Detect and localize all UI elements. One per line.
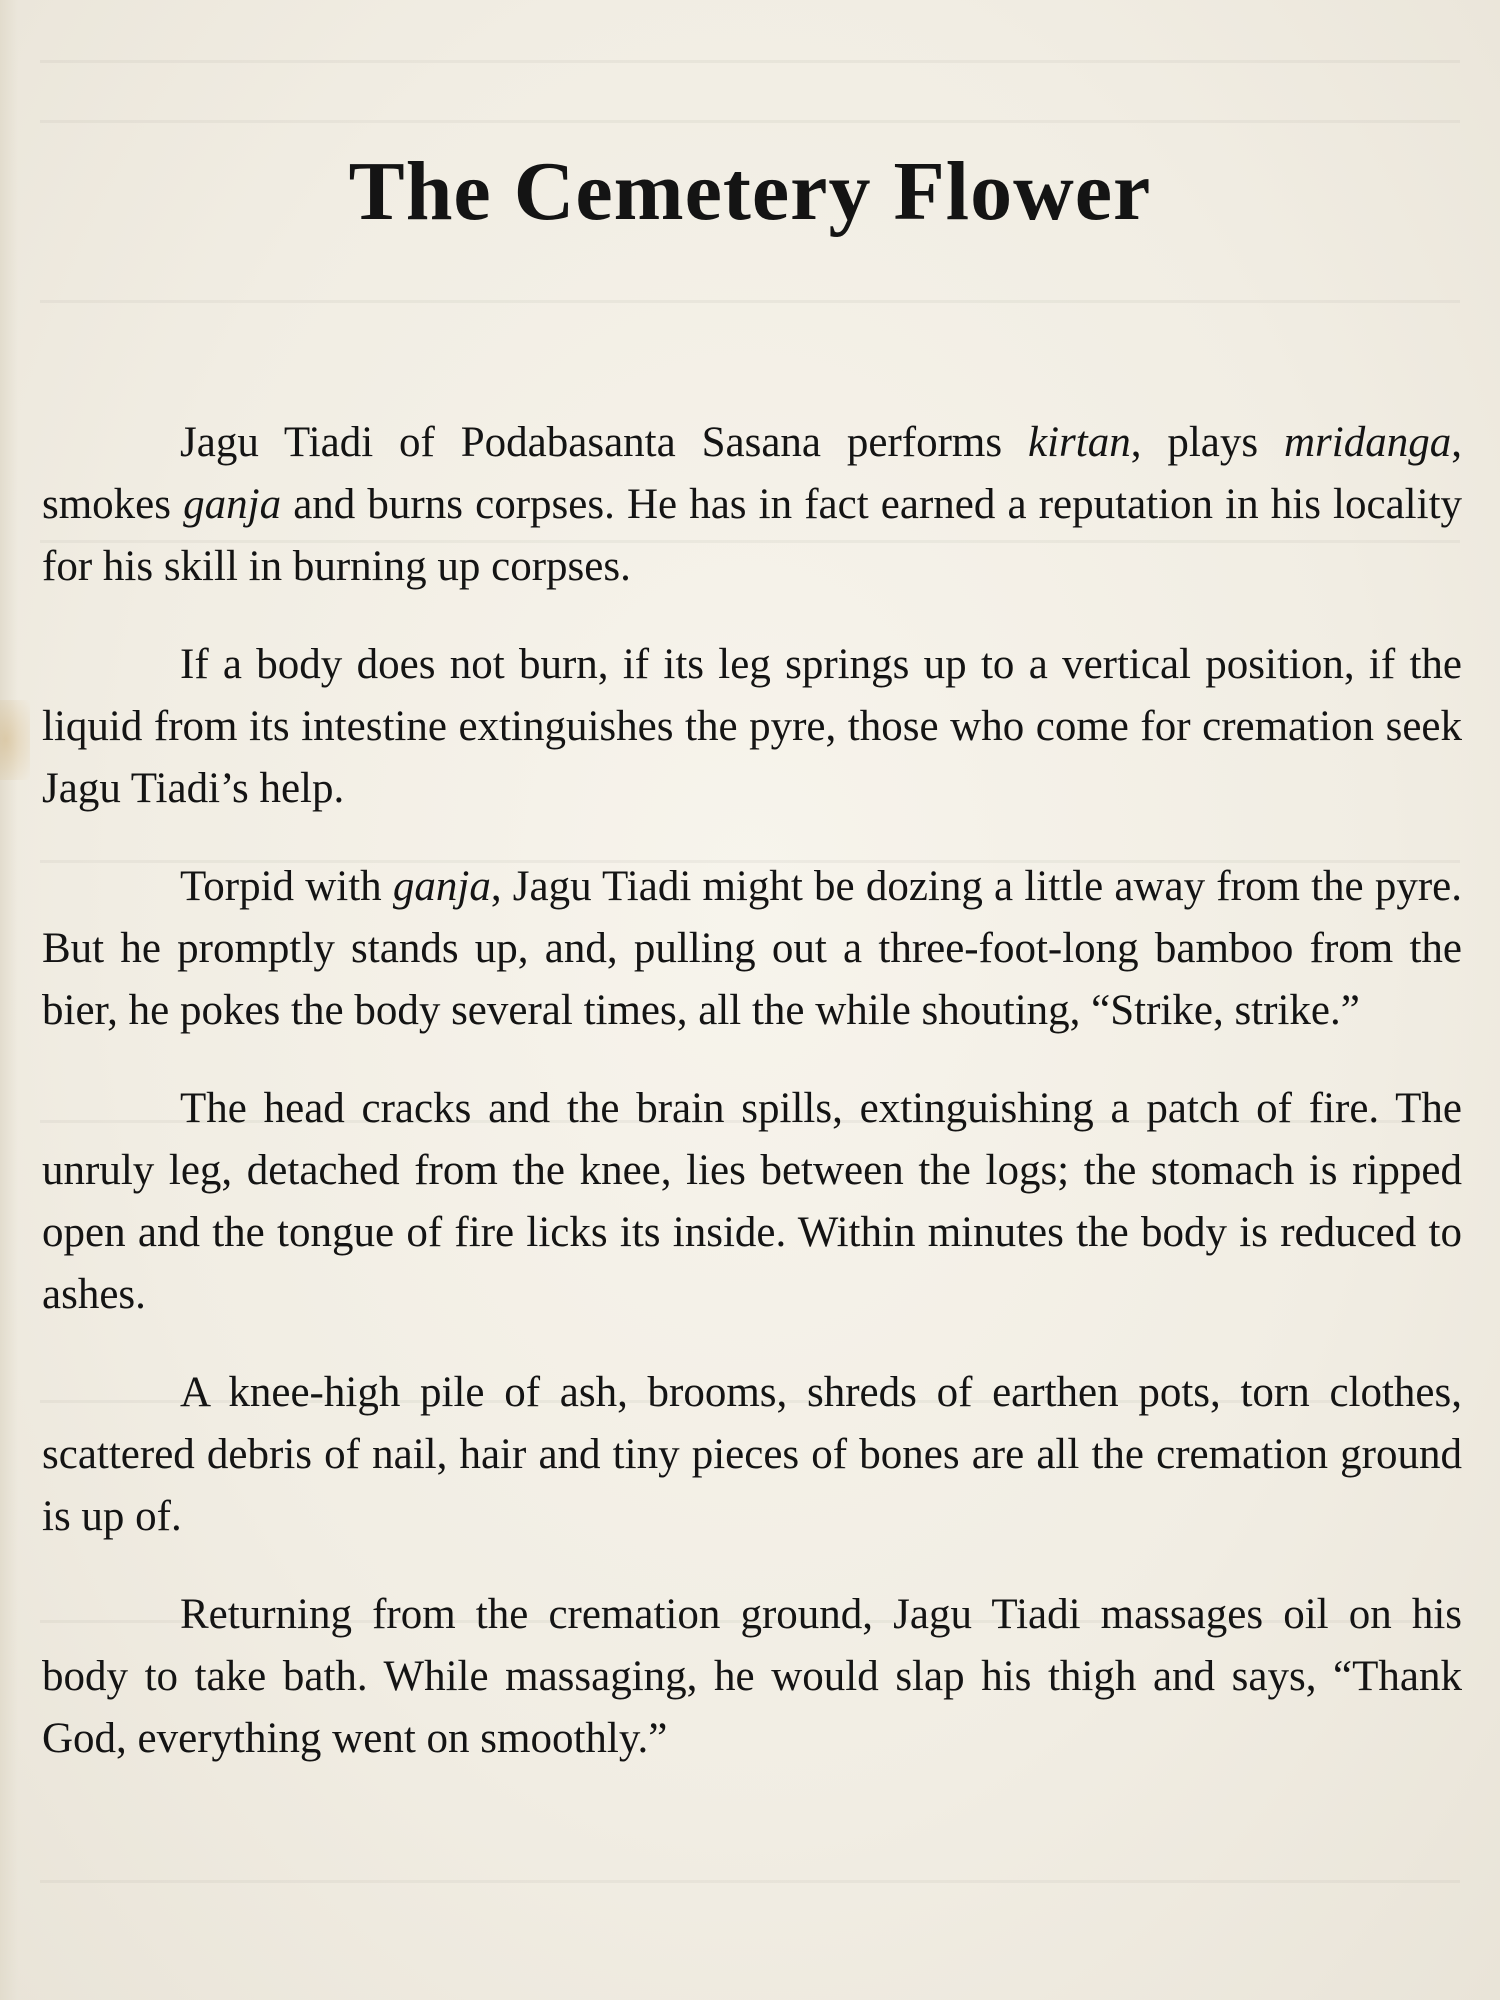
italic-term: ganja [392,863,491,910]
italic-term: mridanga [1284,419,1452,466]
bleed-through-line [40,300,1460,303]
text-segment: Torpid with [180,863,393,910]
chapter-title: The Cemetery Flower [348,145,1152,238]
paragraph [42,856,1462,1042]
paragraph [42,1078,1462,1326]
paragraph [42,634,1462,820]
text-segment: The head cracks and the brain spills, extinguishing a patch of fire. The unruly leg, detached from the knee, lies between the logs; the stomach is ripped open and the tongue of fire licks its inside. Within minutes the body is reduced to ashes. [42,1085,1462,1318]
bleed-through-line [40,120,1460,123]
bleed-through-line [40,60,1460,63]
text-segment: , Jagu Tiadi might be dozing a little away from the pyre. But he promptly stands up, and, pulling out a three-foot-long bamboo from the bier, he pokes the body several times, all the while shouting, “Strike, strike.” [42,863,1462,1034]
paragraph [42,1584,1462,1770]
paragraph [42,412,1462,598]
italic-term: ganja [183,481,282,528]
text-segment: Jagu Tiadi of Podabasanta Sasana performs [180,419,1028,466]
paper-stain [0,700,30,780]
bleed-through-line [40,1880,1460,1883]
text-segment: , plays [1130,419,1284,466]
body-text [42,412,1462,1806]
paragraph [42,1362,1462,1548]
text-segment: and burns corpses. He has in fact earned a reputation in his locality for his skill in burning up corpses. [42,481,1463,590]
page-left-edge [0,0,18,2000]
text-segment: If a body does not burn, if its leg springs up to a vertical position, if the liquid from its intestine extinguishes the pyre, those who come for cremation seek Jagu Tiadi’s help. [42,641,1462,812]
italic-term: kirtan [1027,419,1131,466]
text-segment: A knee-high pile of ash, brooms, shreds of earthen pots, torn clothes, scattered debris of nail, hair and tiny pieces of bones are all the cremation ground is up of. [42,1369,1462,1540]
text-segment: , smokes [42,419,1462,528]
text-segment: Returning from the cremation ground, Jagu Tiadi massages oil on his body to take bath. While massaging, he would slap his thigh and says, “Thank God, everything went on smoothly.” [42,1591,1462,1762]
